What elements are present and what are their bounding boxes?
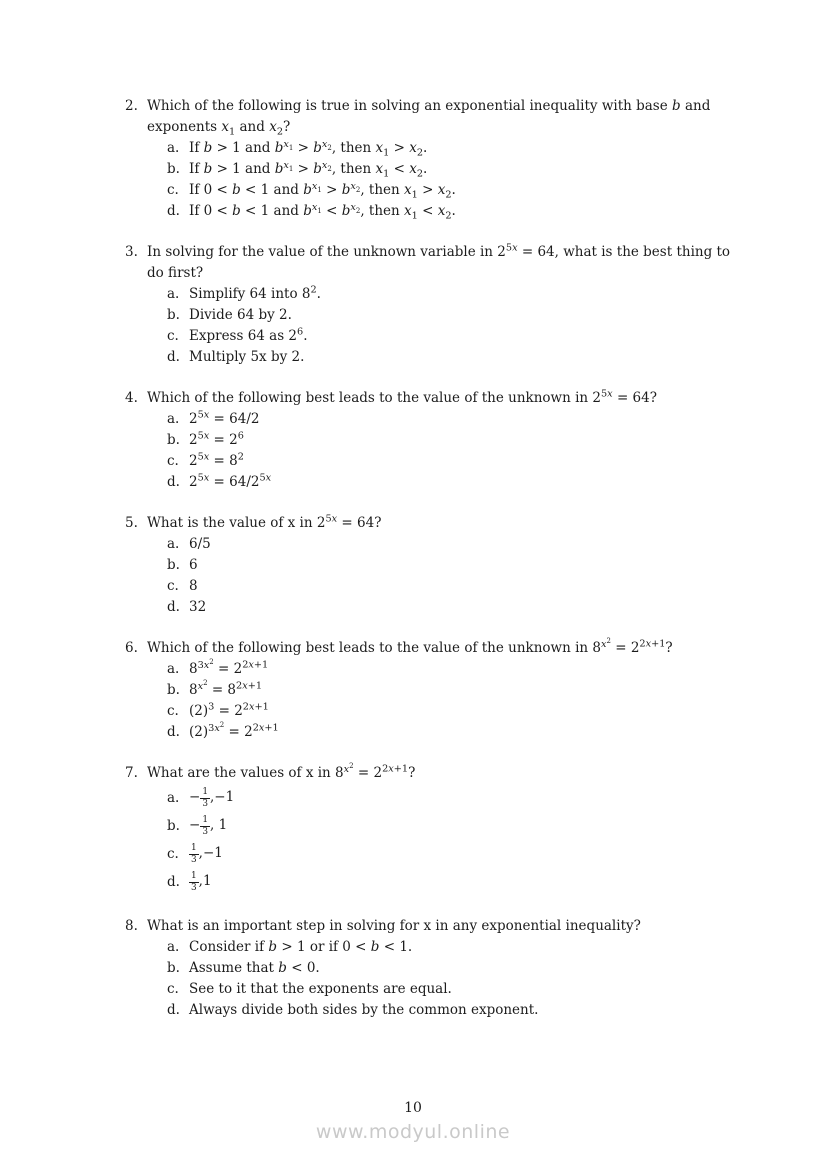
- option-text: 8: [189, 578, 198, 594]
- question-number: 2.: [125, 98, 138, 114]
- option-letter: a.: [167, 939, 180, 955]
- option-list: [167, 784, 745, 896]
- option-list: [167, 284, 745, 368]
- question-number: 3.: [125, 244, 138, 260]
- option-letter: c.: [167, 182, 179, 198]
- question-text: Which of the following best leads to the value of the unknown in $2^{5x} = 64$?: [147, 388, 657, 406]
- page-number: 10: [404, 1100, 422, 1116]
- option-text: Assume that b < 0.: [189, 960, 320, 976]
- option-text: $2^{5x} = 64/2^{5x}$: [189, 472, 272, 490]
- option-row: [167, 576, 745, 597]
- option-row: [167, 555, 745, 576]
- option-letter: d.: [167, 724, 180, 740]
- question-number: 5.: [125, 515, 138, 531]
- option-row: [167, 722, 745, 743]
- option-list: [167, 937, 745, 1021]
- option-letter: a.: [167, 789, 180, 806]
- option-letter: a.: [167, 411, 180, 427]
- option-letter: b.: [167, 161, 180, 177]
- option-text: If b > 1 and $b^{x_1} > b^{x_2}$, then $x_1 < x_2$.: [189, 159, 428, 180]
- option-row: [167, 305, 745, 326]
- question-item: [125, 513, 745, 618]
- option-list: [167, 138, 745, 222]
- option-row: [167, 534, 745, 555]
- question-number: 4.: [125, 390, 138, 406]
- option-text: $\frac{1}{3}$ ,1: [191, 871, 212, 893]
- option-row: [167, 701, 745, 722]
- option-row: [167, 840, 745, 868]
- option-row: [167, 868, 745, 896]
- option-letter: a.: [167, 536, 180, 552]
- option-row: [167, 180, 745, 201]
- option-letter: a.: [167, 140, 180, 156]
- option-row: [167, 784, 745, 812]
- option-text: Express 64 as $2^6$.: [189, 326, 308, 344]
- option-row: [167, 979, 745, 1000]
- option-text: $\frac{1}{3}$ ,−1: [191, 843, 223, 865]
- option-row: [167, 284, 745, 305]
- question-number: 8.: [125, 918, 138, 934]
- option-text: Divide 64 by 2.: [189, 307, 292, 323]
- option-letter: d.: [167, 474, 180, 490]
- option-letter: b.: [167, 682, 180, 698]
- option-row: [167, 430, 745, 451]
- option-row: [167, 326, 745, 347]
- option-letter: d.: [167, 873, 180, 890]
- option-text: 6: [189, 557, 198, 573]
- option-letter: c.: [167, 453, 179, 469]
- option-row: [167, 201, 745, 222]
- question-item: [125, 242, 745, 368]
- option-text: $2^{5x} = 2^6$: [189, 430, 244, 448]
- question-item: [125, 763, 745, 896]
- option-text: $2^{5x} = 64/2$: [189, 409, 260, 427]
- option-list: [167, 534, 745, 618]
- question-item: [125, 916, 745, 1021]
- option-text: $(2)^3 = 2^{2x+1}$: [189, 701, 269, 719]
- option-letter: b.: [167, 817, 180, 834]
- option-row: [167, 347, 745, 368]
- option-row: [167, 958, 745, 979]
- question-number: 6.: [125, 640, 138, 656]
- option-text: 32: [189, 599, 207, 615]
- option-row: [167, 409, 745, 430]
- option-row: [167, 138, 745, 159]
- question-item: [125, 96, 745, 222]
- option-letter: b.: [167, 432, 180, 448]
- option-text: $8^{3x^2} = 2^{2x+1}$: [189, 657, 269, 677]
- question-text: Which of the following best leads to the value of the unknown in $8^{x^2} = 2^{2x+1}$?: [147, 636, 673, 656]
- option-text: See to it that the exponents are equal.: [189, 981, 452, 997]
- option-row: [167, 597, 745, 618]
- option-letter: c.: [167, 328, 179, 344]
- option-row: [167, 937, 745, 958]
- option-letter: d.: [167, 203, 180, 219]
- question-item: [125, 638, 745, 743]
- option-text: Simplify 64 into $8^2$.: [189, 284, 321, 302]
- question-number: 7.: [125, 765, 138, 781]
- option-list: [167, 409, 745, 493]
- question-text: What is the value of x in $2^{5x} = 64$?: [147, 513, 382, 531]
- option-text: If 0 < b < 1 and $b^{x_1} < b^{x_2}$, then $x_1 < x_2$.: [189, 201, 456, 222]
- option-row: [167, 472, 745, 493]
- option-list: [167, 659, 745, 743]
- option-text: If 0 < b < 1 and $b^{x_1} > b^{x_2}$, then $x_1 > x_2$.: [189, 180, 456, 201]
- option-letter: c.: [167, 845, 179, 862]
- option-letter: a.: [167, 286, 180, 302]
- watermark: www.modyul.online: [315, 1121, 511, 1143]
- option-letter: c.: [167, 578, 179, 594]
- option-letter: d.: [167, 599, 180, 615]
- option-letter: d.: [167, 349, 180, 365]
- option-row: [167, 1000, 745, 1021]
- option-text: Consider if b > 1 or if 0 < b < 1.: [189, 939, 413, 955]
- option-text: $2^{5x} = 8^2$: [189, 451, 244, 469]
- option-text: $8^{x^2} = 8^{2x+1}$: [189, 678, 263, 698]
- option-text: 6/5: [189, 536, 211, 552]
- option-letter: a.: [167, 661, 180, 677]
- option-letter: c.: [167, 703, 179, 719]
- option-row: [167, 659, 745, 680]
- question-text: What are the values of x in $8^{x^2} = 2^{2x+1}$?: [147, 761, 416, 781]
- option-text: $(2)^{3x^2} = 2^{2x+1}$: [189, 720, 279, 740]
- option-letter: d.: [167, 1002, 180, 1018]
- question-text: What is an important step in solving for x in any exponential inequality?: [147, 918, 641, 934]
- option-row: [167, 159, 745, 180]
- option-letter: b.: [167, 960, 180, 976]
- option-row: [167, 812, 745, 840]
- option-letter: b.: [167, 557, 180, 573]
- question-item: [125, 388, 745, 493]
- option-text: Always divide both sides by the common exponent.: [189, 1002, 539, 1018]
- option-letter: c.: [167, 981, 179, 997]
- option-text: − $\frac{1}{3}$ , 1: [189, 815, 228, 837]
- option-letter: b.: [167, 307, 180, 323]
- option-row: [167, 680, 745, 701]
- option-row: [167, 451, 745, 472]
- question-text: Which of the following is true in solving an exponential inequality with base b and exponents $x_1$ and $x_2$?: [147, 98, 711, 138]
- option-text: − $\frac{1}{3}$ ,−1: [189, 787, 235, 809]
- option-text: If b > 1 and $b^{x_1} > b^{x_2}$, then $x_1 > x_2$.: [189, 138, 428, 159]
- question-text: In solving for the value of the unknown variable in $2^{5x} = 64$, what is the best thing to do first?: [147, 242, 731, 281]
- option-text: Multiply 5x by 2.: [189, 349, 305, 365]
